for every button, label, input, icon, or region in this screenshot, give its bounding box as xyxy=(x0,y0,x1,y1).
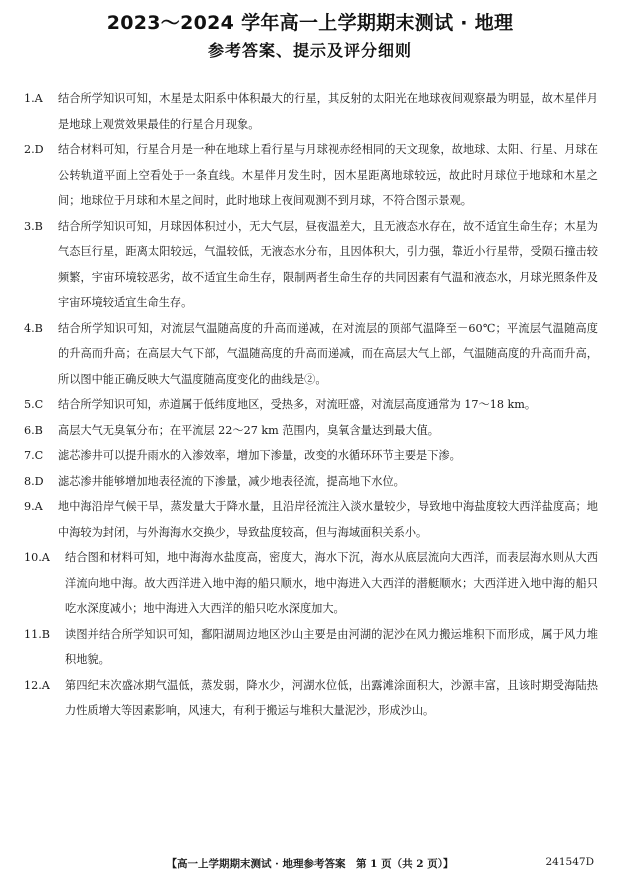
answer-number: 2.D xyxy=(24,143,44,156)
answer-text: 结合所学知识可知，对流层气温随高度的升高而递减，在对流层的顶部气温降至－60℃；平流层气温随高度的升高而升高；在高层大气下部，气温随高度的升高而递减，而在高层大气上部，气温随高度的升高而升高，所以图中能正确反映大气温度随高度变化的曲线是②。 xyxy=(58,321,598,386)
answer-number: 10.A xyxy=(24,551,50,564)
answer-item-1 xyxy=(24,86,598,137)
answer-item-2 xyxy=(24,137,598,214)
answer-text: 读图并结合所学知识可知，鄱阳湖周边地区沙山主要是由河湖的泥沙在风力搬运堆积下而形成，属于风力堆积地貌。 xyxy=(65,627,598,666)
answer-item-10 xyxy=(24,545,598,622)
answer-item-3 xyxy=(24,214,598,316)
answer-number: 5.C xyxy=(24,398,44,411)
answer-text: 滤芯渗井可以提升雨水的入渗效率，增加下渗量，改变的水循环环节主要是下渗。 xyxy=(58,449,461,462)
answer-item-11 xyxy=(24,622,598,673)
answer-text: 结合所学知识可知，赤道属于低纬度地区，受热多，对流旺盛，对流层高度通常为 17～18 km。 xyxy=(58,398,537,411)
footer-page-info: 【高一上学期期末测试 · 地理参考答案 第 1 页（共 2 页）】 xyxy=(166,858,454,870)
answer-text: 第四纪末次盛冰期气温低，蒸发弱，降水少，河湖水位低，出露滩涂面积大，沙源丰富，且该时期受海陆热力性质增大等因素影响，风速大，有利于搬运与堆积大量泥沙，形成沙山。 xyxy=(65,678,598,717)
answer-number: 3.B xyxy=(24,219,43,233)
answer-list xyxy=(24,86,598,724)
answer-number: 6.B xyxy=(24,423,43,437)
answer-number: 1.A xyxy=(24,92,43,105)
answer-item-4 xyxy=(24,316,598,393)
answer-item-12 xyxy=(24,673,598,724)
answer-text: 滤芯渗井能够增加地表径流的下渗量，减少地表径流，提高地下水位。 xyxy=(58,474,405,488)
answer-item-8 xyxy=(24,469,598,495)
answer-text: 高层大气无臭氧分布；在平流层 22～27 km 范围内，臭氧含量达到最大值。 xyxy=(58,423,439,437)
answer-number: 11.B xyxy=(24,627,51,641)
answer-number: 12.A xyxy=(24,678,50,692)
answer-number: 4.B xyxy=(24,321,43,335)
answer-item-9 xyxy=(24,494,598,545)
page-subtitle: 参考答案、提示及评分细则 xyxy=(207,41,412,60)
footer-doc-code: 241547D xyxy=(545,856,594,868)
answer-text: 结合所学知识可知，月球因体积过小，无大气层，昼夜温差大，且无液态水存在，故不适宜生命生存；木星为气态巨行星，距离太阳较远，气温较低，无液态水分布，且因体积大，引力强，靠近小行星带，受陨石撞击较频繁，宇宙环境较恶劣，故不适宜生命生存，限制两者生命生存的共同因素有气温和液态水，月球光照条件及宇宙环境较适宜生命生存。 xyxy=(58,219,598,309)
answer-number: 9.A xyxy=(24,500,43,513)
answer-text: 结合所学知识可知，木星是太阳系中体积最大的行星，其反射的太阳光在地球夜间观察最为明显，故木星伴月是地球上观赏效果最佳的行星合月现象。 xyxy=(58,92,598,131)
answer-text: 结合图和材料可知，地中海海水盐度高，密度大，海水下沉，海水从底层流向大西洋，而表层海水则从大西洋流向地中海。故大西洋进入地中海的船只顺水，地中海进入大西洋的潜艇顺水；大西洋进入地中海的船只吃水深度减小；地中海进入大西洋的船只吃水深度加大。 xyxy=(65,551,598,615)
answer-item-5 xyxy=(24,392,598,418)
answer-text: 结合材料可知，行星合月是一种在地球上看行星与月球视赤经相同的天文现象，故地球、太阳、行星、月球在公转轨道平面上空看处于一条直线。木星伴月发生时，因木星距离地球较远，故此时月球位于地球和木星之间；地球位于月球和木星之间时，此时地球上夜间观测不到月球，不符合图示景观。 xyxy=(58,143,598,207)
answer-text: 地中海沿岸气候干旱，蒸发量大于降水量，且沿岸径流注入淡水量较少，导致地中海盐度较大西洋盐度高；地中海较为封闭，与外海海水交换少，导致盐度较高，但与海域面积关系小。 xyxy=(58,500,598,539)
answer-number: 8.D xyxy=(24,474,44,488)
page-title: 2023～2024 学年高一上学期期末测试 · 地理 xyxy=(106,12,514,34)
answer-item-6 xyxy=(24,418,598,444)
answer-number: 7.C xyxy=(24,449,44,462)
answer-item-7 xyxy=(24,443,598,469)
